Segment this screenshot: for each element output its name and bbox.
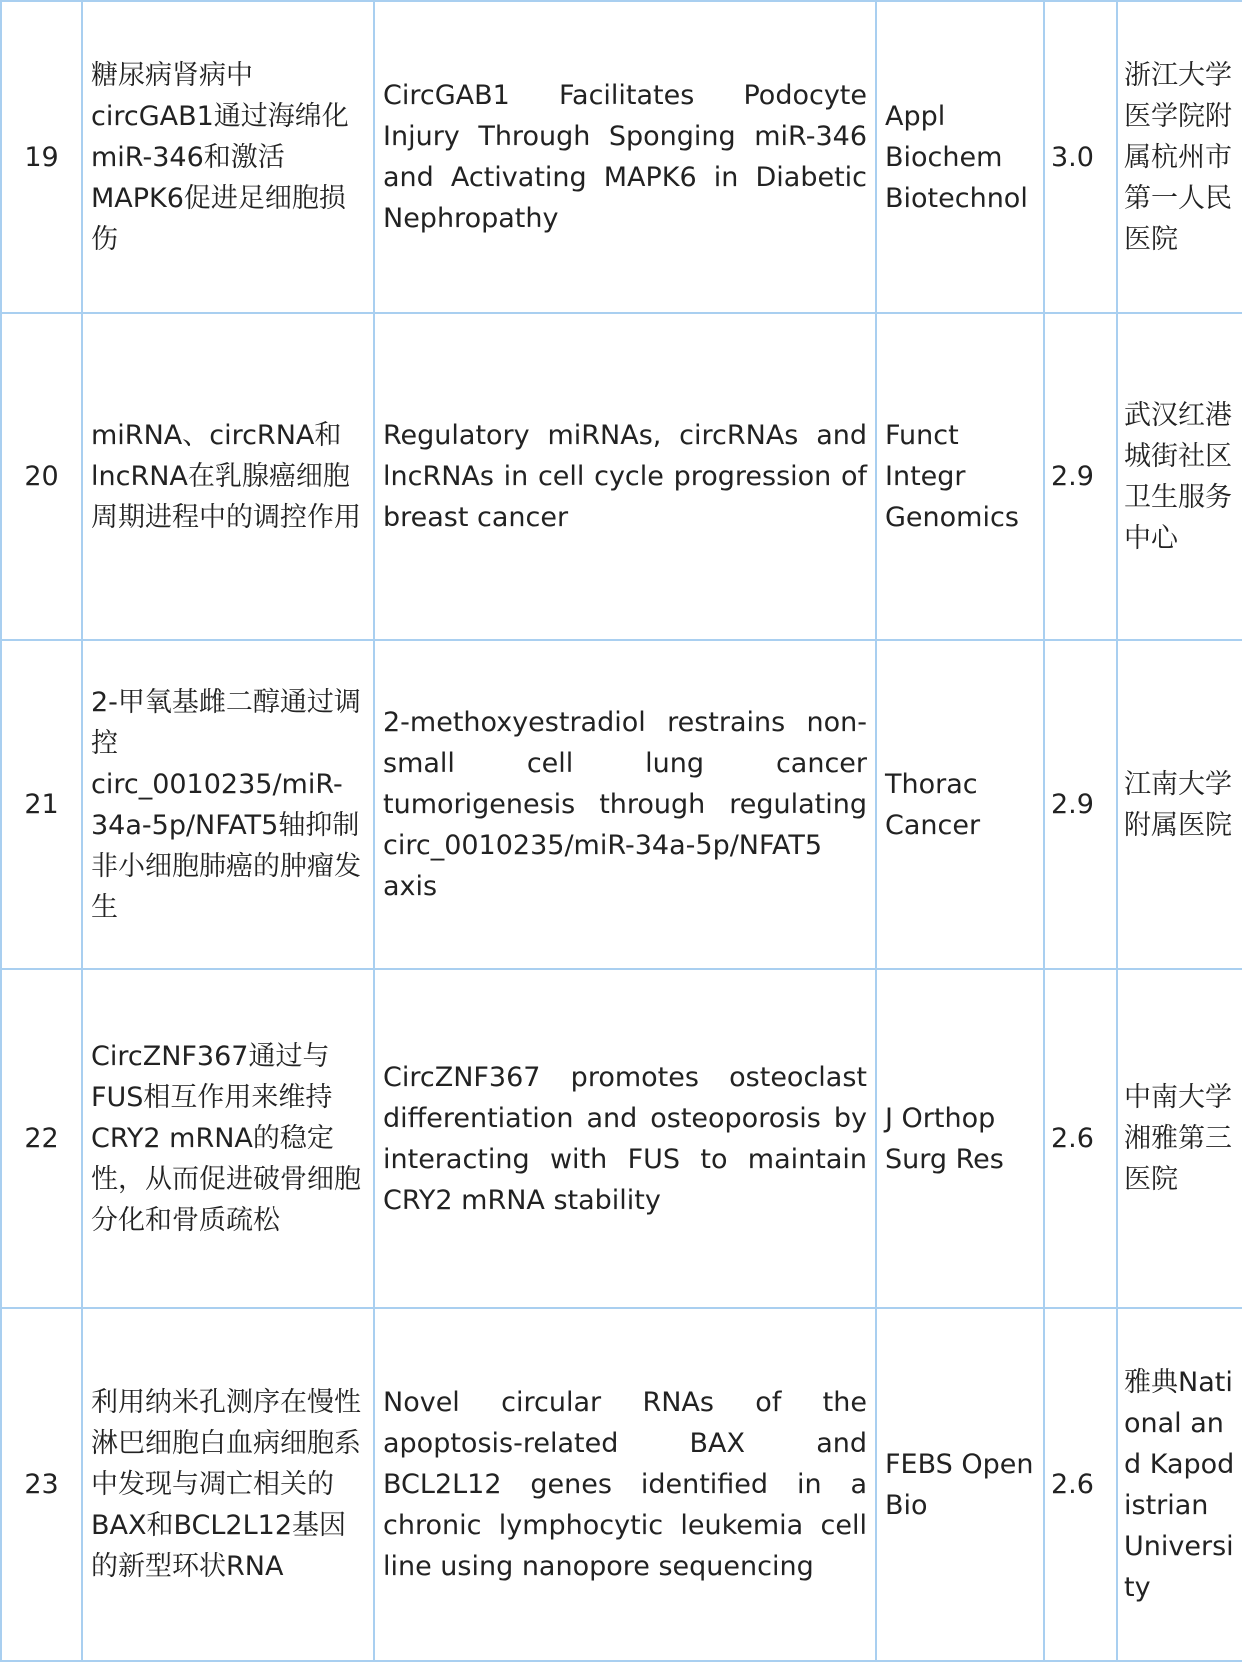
table-row: [1, 969, 1242, 1308]
english-title-cell: CircZNF367 promotes osteoclast differentiation and osteoporosis by interacting with FUS to maintain CRY2 mRNA stability: [374, 969, 876, 1308]
row-number-cell: 19: [1, 1, 82, 313]
journal-cell: Appl Biochem Biotechnol: [876, 1, 1044, 313]
table-row: [1, 640, 1242, 969]
journal-cell: FEBS Open Bio: [876, 1308, 1044, 1661]
chinese-title-cell: 糖尿病肾病中circGAB1通过海绵化miR-346和激活MAPK6促进足细胞损伤: [82, 1, 374, 313]
table-row: [1, 1, 1242, 313]
english-title-cell: 2-methoxyestradiol restrains non-small cell lung cancer tumorigenesis through regulating circ_0010235/miR-34a-5p/NFAT5 axis: [374, 640, 876, 969]
chinese-title-cell: 利用纳米孔测序在慢性淋巴细胞白血病细胞系中发现与凋亡相关的BAX和BCL2L12基因的新型环状RNA: [82, 1308, 374, 1661]
impact-factor-cell: 2.9: [1044, 640, 1117, 969]
institution-cell: 浙江大学医学院附属杭州市第一人民医院: [1117, 1, 1242, 313]
table-row: [1, 313, 1242, 640]
institution-cell: 江南大学附属医院: [1117, 640, 1242, 969]
english-title-cell: Regulatory miRNAs, circRNAs and lncRNAs in cell cycle progression of breast cancer: [374, 313, 876, 640]
row-number-cell: 20: [1, 313, 82, 640]
journal-cell: Thorac Cancer: [876, 640, 1044, 969]
table-row: [1, 1308, 1242, 1661]
institution-cell: 中南大学湘雅第三医院: [1117, 969, 1242, 1308]
impact-factor-cell: 2.6: [1044, 969, 1117, 1308]
institution-cell: 雅典National and Kapodistrian University: [1117, 1308, 1242, 1661]
row-number-cell: 22: [1, 969, 82, 1308]
journal-cell: Funct Integr Genomics: [876, 313, 1044, 640]
impact-factor-cell: 2.6: [1044, 1308, 1117, 1661]
impact-factor-cell: 2.9: [1044, 313, 1117, 640]
english-title-cell: CircGAB1 Facilitates Podocyte Injury Through Sponging miR-346 and Activating MAPK6 in Diabetic Nephropathy: [374, 1, 876, 313]
institution-cell: 武汉红港城街社区卫生服务中心: [1117, 313, 1242, 640]
impact-factor-cell: 3.0: [1044, 1, 1117, 313]
chinese-title-cell: miRNA、circRNA和lncRNA在乳腺癌细胞周期进程中的调控作用: [82, 313, 374, 640]
row-number-cell: 23: [1, 1308, 82, 1661]
journal-cell: J Orthop Surg Res: [876, 969, 1044, 1308]
row-number-cell: 21: [1, 640, 82, 969]
english-title-cell: Novel circular RNAs of the apoptosis-related BAX and BCL2L12 genes identified in a chronic lymphocytic leukemia cell line using nanopore sequencing: [374, 1308, 876, 1661]
chinese-title-cell: CircZNF367通过与FUS相互作用来维持CRY2 mRNA的稳定性，从而促进破骨细胞分化和骨质疏松: [82, 969, 374, 1308]
chinese-title-cell: 2-甲氧基雌二醇通过调控circ_0010235/miR-34a-5p/NFAT5轴抑制非小细胞肺癌的肿瘤发生: [82, 640, 374, 969]
